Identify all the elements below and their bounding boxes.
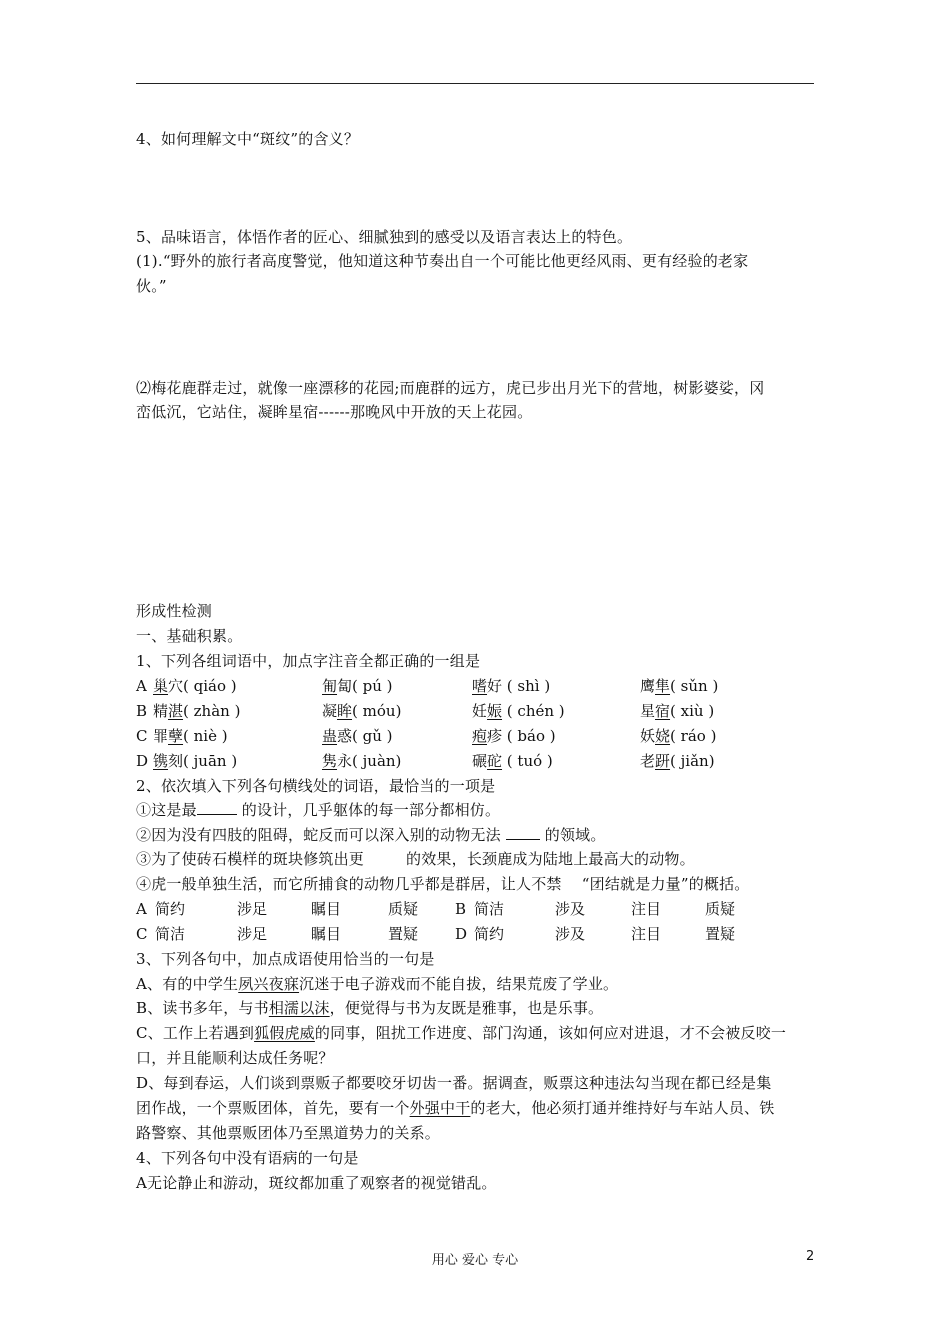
sentence-2-pre: ②因为没有四肢的阻碍，蛇反而可以深入别的动物无法 [136, 826, 506, 844]
option-word: 涉及 [555, 925, 586, 943]
word-pinyin [640, 750, 715, 772]
q3-option-c-line1 [136, 1022, 786, 1044]
option-label: C [136, 925, 148, 943]
word-pinyin [640, 700, 714, 722]
q4-option-a: A无论静止和游动，斑纹都加重了观察者的视觉错乱。 [136, 1174, 497, 1192]
section-title: 形成性检测 [136, 602, 213, 620]
option-label: B [455, 900, 467, 918]
page-footer: 用心 爱心 专心 [431, 1253, 519, 1268]
header-rule [136, 83, 814, 84]
word-post: ( tuó ) [502, 752, 553, 770]
word-pinyin [472, 700, 565, 722]
word-post: 匐( pú ) [337, 677, 393, 695]
word-u: 隽 [322, 752, 338, 770]
sentence-2-post: 的领域。 [539, 826, 606, 844]
option-word: 质疑 [388, 900, 419, 918]
q3-option-a-pre: A、有的中学生 [136, 975, 239, 993]
word-u: 巢 [153, 677, 169, 695]
word-pre: 星 [640, 702, 656, 720]
word-u: 匍 [322, 677, 338, 695]
word-pinyin [640, 725, 716, 747]
q3-option-c-post: 的同事，阻扰工作进度、部门沟通，该如何应对进退，才不会被反咬一 [314, 1024, 787, 1042]
part-1-heading: 一、基础积累。 [136, 627, 243, 645]
sentence-1-post: 的设计，几乎躯体的每一部分都相仿。 [236, 801, 501, 819]
sentence-1 [136, 799, 500, 821]
sentence-4: ④虎一般单独生活，而它所捕食的动物几乎都是群居，让人不禁 “团结就是力量”的概括。 [136, 875, 750, 893]
option-word: 涉及 [555, 900, 586, 918]
q3-option-b-post: ，便觉得与书为友既是雅事，也是乐事。 [329, 999, 604, 1017]
question-5-part1-line1: (1).“野外的旅行者高度警觉，他知道这种节奏出自一个可能比他更经风雨、更有经验的老家 [136, 252, 749, 270]
word-post: ( xiù ) [670, 702, 715, 720]
word-post: ( zhàn ) [183, 702, 241, 720]
word-post: 穴( qiáo ) [168, 677, 237, 695]
option-word: 瞩目 [311, 900, 342, 918]
option-label: D [136, 752, 149, 770]
word-pre: 老 [640, 752, 656, 770]
q3-option-b [136, 997, 603, 1019]
option-label: A [136, 677, 147, 695]
word-u: 趼 [655, 752, 671, 770]
q3-option-d-pre: 团作战，一个票贩团体，首先，要有一个 [136, 1099, 410, 1117]
mc-question-1: 1、下列各组词语中，加点字注音全都正确的一组是 [136, 652, 481, 670]
sentence-2 [136, 824, 606, 846]
word-u: 湛 [168, 702, 184, 720]
word-pre: 鹰 [640, 677, 656, 695]
option-word: 涉足 [237, 925, 268, 943]
word-u: 嗜 [472, 677, 488, 695]
word-post: 疹 ( báo ) [487, 727, 556, 745]
option-word: 简约 [155, 900, 186, 918]
word-post: 刻( juān ) [168, 752, 238, 770]
question-5-part1-line2: 伙。” [136, 277, 167, 295]
word-u: 砣 [487, 752, 503, 770]
question-5-part2-line1: ⑵梅花鹿群走过，就像一座漂移的花园;而鹿群的远方，虎已步出月光下的营地，树影婆娑，冈 [136, 379, 765, 397]
word-pinyin [322, 725, 393, 747]
question-4: 4、如何理解文中“斑纹”的含义？ [136, 130, 360, 148]
word-pinyin [322, 675, 393, 697]
option-word: 简约 [474, 925, 505, 943]
word-pre: 凝 [322, 702, 338, 720]
option-word: 瞩目 [311, 925, 342, 943]
q3-option-c-line2: 口，并且能顺利达成任务呢？ [136, 1049, 334, 1067]
mc-question-3: 3、下列各句中，加点成语使用恰当的一句是 [136, 950, 435, 968]
fill-blank [197, 800, 237, 815]
word-post: ( sǔn ) [670, 677, 719, 695]
q3-option-a-idiom: 夙兴夜寐 [238, 975, 300, 993]
q3-option-b-pre: B、读书多年，与书 [136, 999, 269, 1017]
sentence-3 [136, 848, 695, 870]
option-word: 简洁 [155, 925, 186, 943]
word-u: 疱 [472, 727, 488, 745]
q3-option-c-pre: C、工作上若遇到 [136, 1024, 255, 1042]
q3-option-d-line2 [136, 1097, 774, 1119]
option-word: 注目 [631, 925, 662, 943]
word-pre: 妖 [640, 727, 656, 745]
word-pre: 碾 [472, 752, 488, 770]
mc-question-2: 2、依次填入下列各句横线处的词语，最恰当的一项是 [136, 777, 496, 795]
word-u: 蛊 [322, 727, 338, 745]
word-pinyin [472, 725, 556, 747]
word-post: ( chén ) [502, 702, 565, 720]
word-u: 娠 [487, 702, 503, 720]
word-post: 惑( gǔ ) [337, 727, 393, 745]
option-word: 质疑 [705, 900, 736, 918]
option-label: B [136, 702, 148, 720]
word-post: ( jiǎn) [670, 752, 715, 770]
word-pinyin [322, 700, 401, 722]
q3-option-d-line3: 路警察、其他票贩团体乃至黑道势力的关系。 [136, 1124, 441, 1142]
q3-option-c-idiom: 狐假虎威 [254, 1024, 315, 1042]
word-pinyin [153, 675, 237, 697]
word-post: 好 ( shì ) [487, 677, 551, 695]
q3-option-a [136, 973, 618, 995]
sentence-3-pre: ③为了使砖石模样的斑块修筑出更 [136, 850, 365, 868]
word-post: ( ráo ) [670, 727, 717, 745]
word-pinyin [640, 675, 718, 697]
word-u: 孽 [168, 727, 184, 745]
word-pinyin [153, 700, 240, 722]
word-pre: 妊 [472, 702, 488, 720]
word-u: 眸 [337, 702, 353, 720]
word-post: ( niè ) [183, 727, 228, 745]
q3-option-d-post: 的老大，他必须打通并维持好与车站人员、铁 [470, 1099, 775, 1117]
option-word: 简洁 [474, 900, 505, 918]
word-u: 镌 [153, 752, 169, 770]
option-label: C [136, 727, 148, 745]
question-5-part2-line2: 峦低沉，它站住，凝眸星宿------那晚风中开放的天上花园。 [136, 403, 533, 421]
word-post: ( móu) [352, 702, 402, 720]
word-u: 宿 [655, 702, 671, 720]
word-pinyin [153, 750, 237, 772]
fill-blank [506, 825, 540, 840]
word-pinyin [472, 750, 553, 772]
word-pinyin [322, 750, 401, 772]
q3-option-d-idiom: 外强中干 [409, 1099, 471, 1117]
question-5-title: 5、品味语言，体悟作者的匠心、细腻独到的感受以及语言表达上的特色。 [136, 228, 633, 246]
option-label: D [455, 925, 468, 943]
option-word: 注目 [631, 900, 662, 918]
word-pinyin [153, 725, 228, 747]
word-post: 永( juàn) [337, 752, 402, 770]
option-word: 置疑 [705, 925, 736, 943]
word-pinyin [472, 675, 550, 697]
option-word: 涉足 [237, 900, 268, 918]
page-number: 2 [806, 1249, 815, 1264]
mc-question-4: 4、下列各句中没有语病的一句是 [136, 1149, 359, 1167]
word-pre: 精 [153, 702, 169, 720]
q3-option-b-idiom: 相濡以沫 [268, 999, 330, 1017]
word-u: 隼 [655, 677, 671, 695]
option-word: 置疑 [388, 925, 419, 943]
q3-option-d-line1: D、每到春运，人们谈到票贩子都要咬牙切齿一番。据调查，贩票这种违法勾当现在都已经是集 [136, 1074, 772, 1092]
option-label: A [136, 900, 147, 918]
sentence-1-pre: ①这是最 [136, 801, 197, 819]
word-pre: 罪 [153, 727, 169, 745]
q3-option-a-post: 沉迷于电子游戏而不能自拔，结果荒废了学业。 [299, 975, 619, 993]
sentence-3-post: 的效果，长颈鹿成为陆地上最高大的动物。 [406, 850, 695, 868]
word-u: 娆 [655, 727, 671, 745]
